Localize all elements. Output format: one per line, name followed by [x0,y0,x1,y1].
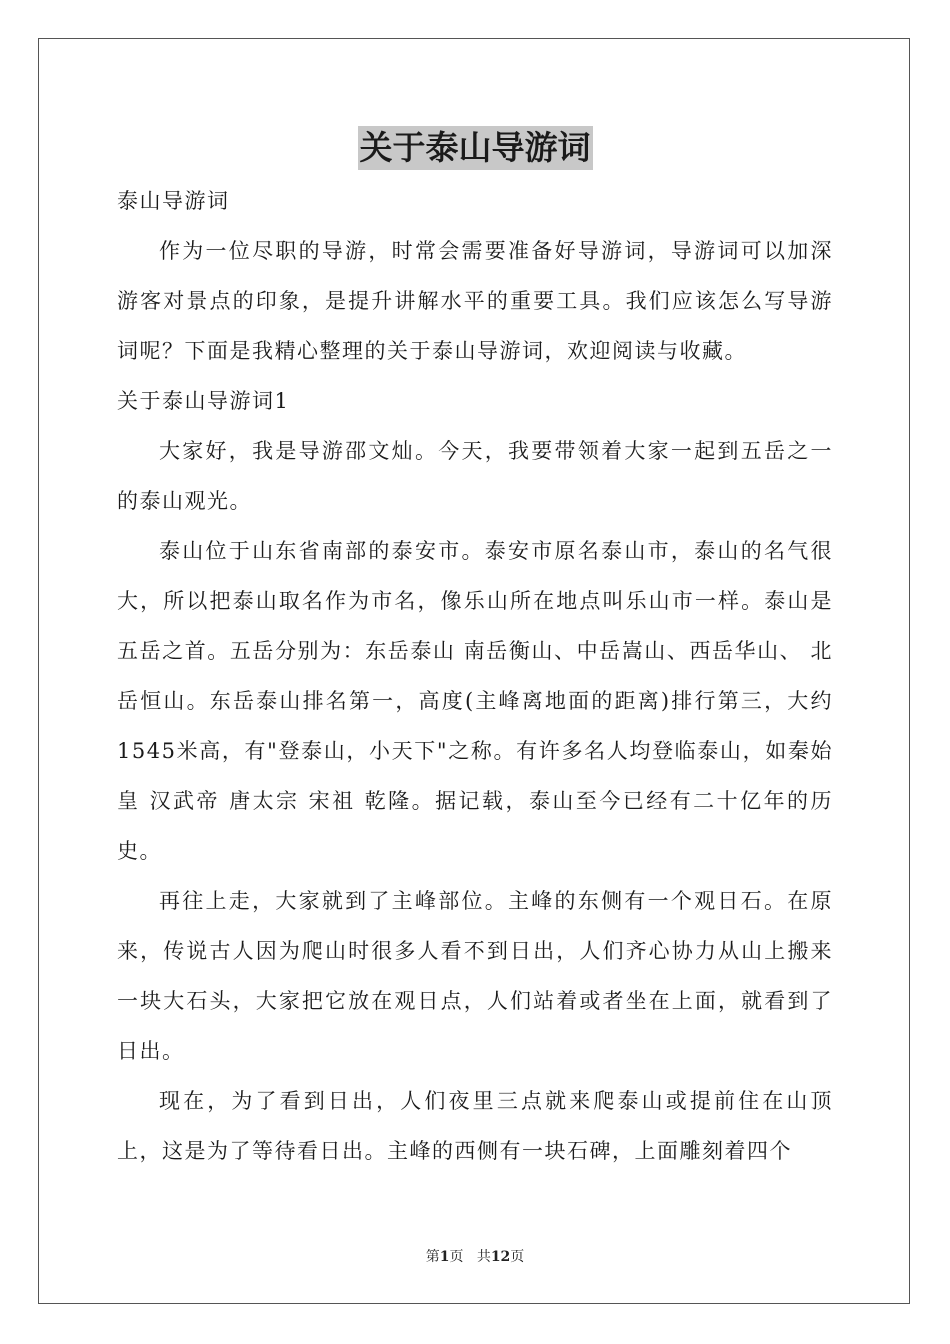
document-title: 关于泰山导游词 [358,126,593,170]
title-container [0,126,950,170]
page-footer [0,1247,950,1267]
document-body [117,176,833,1176]
section-heading: 关于泰山导游词1 [117,389,290,413]
paragraph: 再往上走，大家就到了主峰部位。主峰的东侧有一个观日石。在原来，传说古人因为爬山时很多人看不到日出，人们齐心协力从山上搬来一块大石头，大家把它放在观日点，人们站着或者坐在上面，就看到了日出。 [117,889,833,1063]
page-suffix: 页 [449,1249,464,1265]
page-prefix: 第 [425,1249,440,1265]
paragraph: 作为一位尽职的导游，时常会需要准备好导游词，导游词可以加深游客对景点的印象，是提升讲解水平的重要工具。我们应该怎么写导游词呢？下面是我精心整理的关于泰山导游词，欢迎阅读与收藏。 [117,239,833,363]
total-pages: 12 [490,1249,511,1265]
page-number: 1 [439,1249,450,1265]
total-prefix: 共 [476,1249,491,1265]
paragraph: 泰山导游词 [117,189,230,213]
paragraph: 大家好，我是导游邵文灿。今天，我要带领着大家一起到五岳之一的泰山观光。 [117,439,833,513]
paragraph: 现在，为了看到日出，人们夜里三点就来爬泰山或提前住在山顶上，这是为了等待看日出。主峰的西侧有一块石碑，上面雕刻着四个 [117,1089,833,1163]
total-suffix: 页 [510,1249,525,1265]
paragraph: 泰山位于山东省南部的泰安市。泰安市原名泰山市，泰山的名气很大，所以把泰山取名作为市名，像乐山所在地点叫乐山市一样。泰山是五岳之首。五岳分别为：东岳泰山 南岳衡山、中岳嵩山、西岳华山、 北岳恒山。东岳泰山排名第一，高度(主峰离地面的距离)排行第三，大约1545米高，有"登泰山，小天下"之称。有许多名人均登临泰山，如秦始皇 汉武帝 唐太宗 宋祖 乾隆。据记载，泰山至今已经有二十亿年的历史。 [117,539,833,863]
